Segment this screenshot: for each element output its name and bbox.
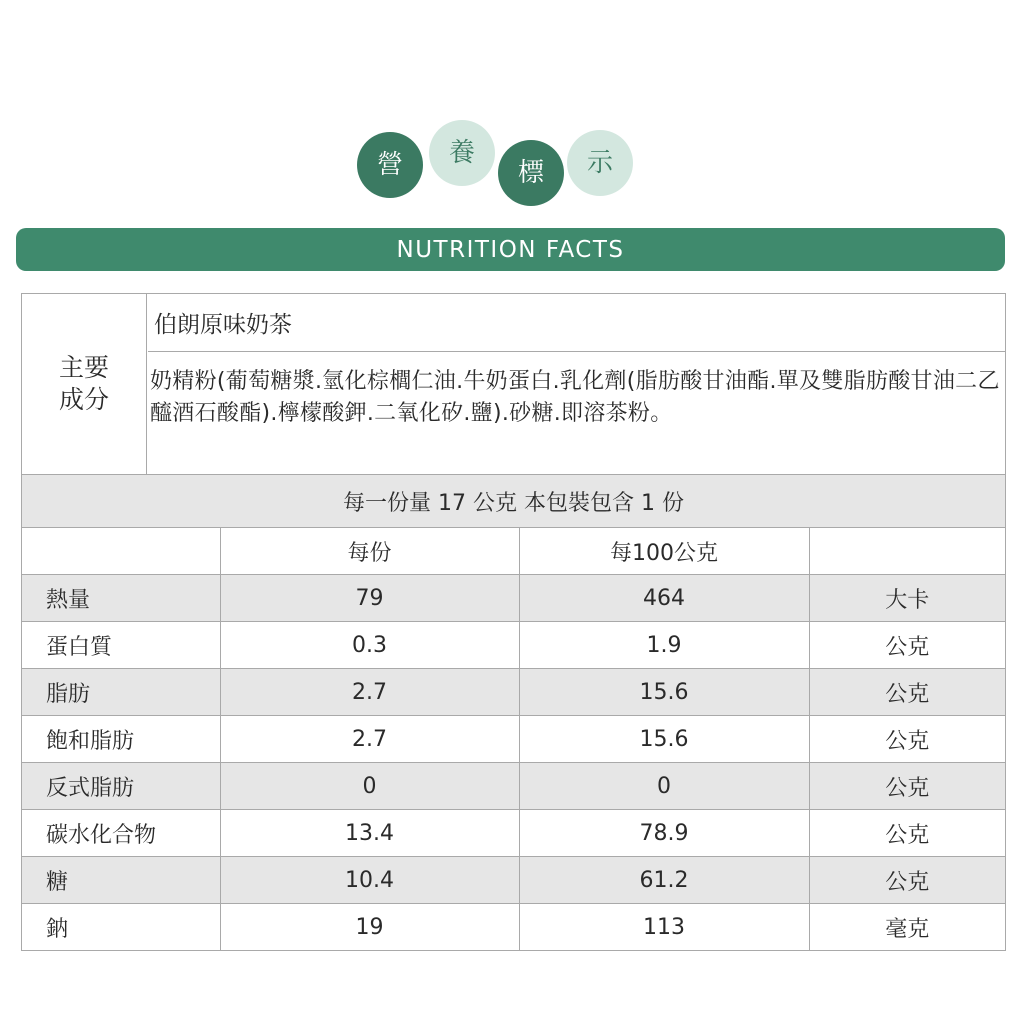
header-cell-per-100g: 每100公克 bbox=[519, 528, 809, 575]
ingredients-label bbox=[22, 294, 147, 474]
ingredients-text: 奶精粉(葡萄糖漿.氫化棕櫚仁油.牛奶蛋白.乳化劑(脂肪酸甘油酯.單及雙脂肪酸甘油二乙醯酒石酸酯).檸檬酸鉀.二氧化矽.鹽).砂糖.即溶茶粉。 bbox=[150, 369, 1000, 426]
table-row bbox=[22, 669, 1005, 716]
per-100g-value: 464 bbox=[519, 575, 809, 622]
per-serving-value: 0.3 bbox=[220, 622, 519, 669]
unit: 公克 bbox=[809, 622, 1005, 669]
per-100g-value: 61.2 bbox=[519, 857, 809, 904]
table-row bbox=[22, 763, 1005, 810]
table-row bbox=[22, 575, 1005, 622]
unit: 大卡 bbox=[809, 575, 1005, 622]
ingredients-label-line1: 主要 bbox=[58, 353, 109, 382]
per-100g-value: 15.6 bbox=[519, 669, 809, 716]
unit: 公克 bbox=[809, 857, 1005, 904]
per-serving-value: 2.7 bbox=[220, 669, 519, 716]
per-100g-value: 15.6 bbox=[519, 716, 809, 763]
table-row bbox=[22, 857, 1005, 904]
badge-shi: 示 bbox=[567, 130, 633, 196]
nutrient-name: 脂肪 bbox=[22, 669, 220, 716]
badge-ying: 營 bbox=[357, 132, 423, 198]
unit: 公克 bbox=[809, 669, 1005, 716]
per-serving-value: 79 bbox=[220, 575, 519, 622]
unit: 公克 bbox=[809, 810, 1005, 857]
title-badges bbox=[0, 0, 1024, 220]
header-cell-unit bbox=[809, 528, 1005, 575]
unit: 毫克 bbox=[809, 904, 1005, 951]
nutrient-name: 反式脂肪 bbox=[22, 763, 220, 810]
table-row bbox=[22, 904, 1005, 951]
unit: 公克 bbox=[809, 763, 1005, 810]
nutrition-grid bbox=[22, 528, 1005, 950]
nutrition-table bbox=[21, 293, 1006, 951]
header-cell-per-serving: 每份 bbox=[220, 528, 519, 575]
table-row bbox=[22, 716, 1005, 763]
header-cell-name bbox=[22, 528, 220, 575]
nutrient-name: 糖 bbox=[22, 857, 220, 904]
nutrient-name: 熱量 bbox=[22, 575, 220, 622]
per-serving-value: 2.7 bbox=[220, 716, 519, 763]
nutrient-name: 飽和脂肪 bbox=[22, 716, 220, 763]
nutrient-name: 蛋白質 bbox=[22, 622, 220, 669]
header-row bbox=[22, 528, 1005, 575]
per-serving-value: 13.4 bbox=[220, 810, 519, 857]
serving-info: 每一份量 17 公克 本包裝包含 1 份 bbox=[22, 474, 1005, 528]
badge-yang: 養 bbox=[429, 120, 495, 186]
nutrient-name: 碳水化合物 bbox=[22, 810, 220, 857]
per-serving-value: 0 bbox=[220, 763, 519, 810]
per-100g-value: 1.9 bbox=[519, 622, 809, 669]
product-name: 伯朗原味奶茶 bbox=[148, 294, 1005, 352]
nutrient-name: 鈉 bbox=[22, 904, 220, 951]
per-100g-value: 0 bbox=[519, 763, 809, 810]
ingredients-label-line2: 成分 bbox=[58, 385, 109, 414]
per-100g-value: 113 bbox=[519, 904, 809, 951]
per-serving-value: 10.4 bbox=[220, 857, 519, 904]
nutrition-facts-banner: NUTRITION FACTS bbox=[16, 228, 1005, 271]
per-100g-value: 78.9 bbox=[519, 810, 809, 857]
table-row bbox=[22, 810, 1005, 857]
unit: 公克 bbox=[809, 716, 1005, 763]
badge-biao: 標 bbox=[498, 140, 564, 206]
table-row bbox=[22, 622, 1005, 669]
per-serving-value: 19 bbox=[220, 904, 519, 951]
